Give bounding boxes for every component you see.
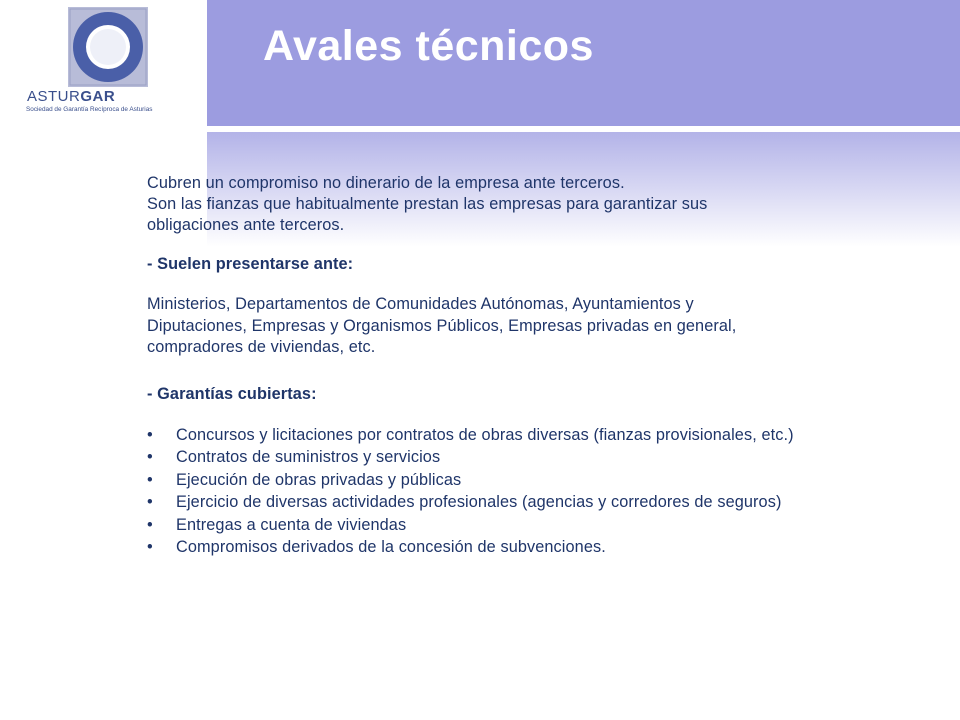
logo-name-bold: GAR bbox=[80, 88, 116, 105]
intro-paragraph bbox=[147, 173, 947, 236]
presentation-paragraph bbox=[147, 294, 947, 359]
logo-tagline: Sociedad de Garantía Recíproca de Asturias bbox=[26, 106, 153, 113]
list-item-text: Ejercicio de diversas actividades profesionales (agencias y corredores de seguros) bbox=[176, 493, 782, 512]
list-item bbox=[147, 469, 947, 492]
list-item bbox=[147, 491, 947, 514]
guarantees-list bbox=[147, 424, 947, 560]
logo-ring-icon bbox=[67, 6, 149, 88]
slide-body bbox=[147, 173, 947, 559]
logo-name-light: ASTUR bbox=[27, 88, 81, 105]
bullet-icon: • bbox=[147, 470, 153, 489]
bullet-icon: • bbox=[147, 538, 153, 557]
list-item-text: Compromisos derivados de la concesión de subvenciones. bbox=[176, 538, 606, 557]
list-item-text: Concursos y licitaciones por contratos de obras diversas (fianzas provisionales, etc.) bbox=[176, 425, 794, 444]
list-item bbox=[147, 536, 947, 559]
bullet-icon: • bbox=[147, 493, 153, 512]
list-item bbox=[147, 446, 947, 469]
intro-line: Cubren un compromiso no dinerario de la empresa ante terceros. bbox=[147, 174, 625, 192]
paragraph-line: Ministerios, Departamentos de Comunidades Autónomas, Ayuntamientos y bbox=[147, 295, 694, 313]
intro-line: Son las fianzas que habitualmente prestan las empresas para garantizar sus bbox=[147, 195, 708, 213]
bullet-icon: • bbox=[147, 515, 153, 534]
paragraph-line: Diputaciones, Empresas y Organismos Públicos, Empresas privadas en general, bbox=[147, 316, 737, 335]
slide-title: Avales técnicos bbox=[263, 22, 594, 70]
list-item-text: Ejecución de obras privadas y públicas bbox=[176, 470, 462, 489]
intro-line: obligaciones ante terceros. bbox=[147, 216, 345, 234]
logo-wordmark bbox=[27, 88, 197, 105]
section-heading-guarantees: - Garantías cubiertas: bbox=[147, 384, 317, 403]
section-heading-presentation: - Suelen presentarse ante: bbox=[147, 255, 354, 273]
bullet-icon: • bbox=[147, 425, 153, 444]
list-item bbox=[147, 514, 947, 537]
list-item-text: Entregas a cuenta de viviendas bbox=[176, 515, 407, 534]
paragraph-line: compradores de viviendas, etc. bbox=[147, 338, 376, 356]
list-item-text: Contratos de suministros y servicios bbox=[176, 448, 441, 467]
asturgar-logo bbox=[20, 6, 202, 118]
bullet-icon: • bbox=[147, 448, 153, 467]
list-item bbox=[147, 424, 947, 447]
